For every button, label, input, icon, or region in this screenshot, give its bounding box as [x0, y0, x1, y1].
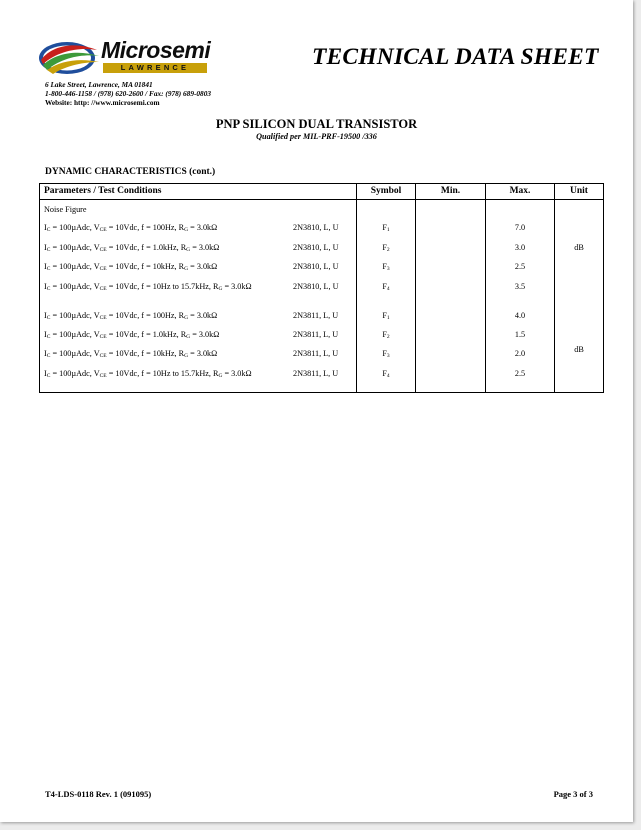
table-row-conditions: $I_C = 100\mu Adc$, $V_{CE} = 10Vdc$, f = 1.0kHz, $R_G = 3.0k\Omega$ — [44, 330, 220, 340]
characteristics-table — [39, 183, 604, 393]
table-row-device: 2N3811, L, U — [293, 311, 339, 320]
table-row-max: 2.5 — [514, 262, 526, 271]
section-title: DYNAMIC CHARACTERISTICS (cont.) — [45, 167, 216, 177]
address-street: 6 Lake Street, Lawrence, MA 01841 — [45, 80, 153, 89]
table-row-max: 7.0 — [514, 223, 526, 232]
page-number: Page 3 of 3 — [553, 789, 593, 799]
table-row-max: 1.5 — [514, 330, 526, 339]
table-row-conditions: $I_C = 100\mu Adc$, $V_{CE} = 10Vdc$, f = 10kHz, $R_G = 3.0k\Omega$ — [44, 349, 218, 359]
address-website: Website: http: //www.microsemi.com — [45, 98, 160, 107]
table-row-device: 2N3811, L, U — [293, 349, 339, 358]
table-row-device: 2N3810, L, U — [293, 262, 339, 271]
table-row-conditions: $I_C = 100\mu Adc$, $V_{CE} = 10Vdc$, f = 100Hz, $R_G = 3.0k\Omega$ — [44, 311, 218, 321]
column-divider — [415, 184, 416, 392]
header-parameters: Parameters / Test Conditions — [44, 186, 162, 196]
table-row-symbol: $F_1$ — [382, 311, 390, 321]
table-row-conditions: $I_C = 100\mu Adc$, $V_{CE} = 10Vdc$, f = 100Hz, $R_G = 3.0k\Omega$ — [44, 223, 218, 233]
table-row-device: 2N3811, L, U — [293, 369, 339, 378]
company-logo — [37, 38, 217, 78]
datasheet-title: TECHNICAL DATA SHEET — [312, 44, 599, 70]
table-row-symbol: $F_4$ — [382, 369, 390, 379]
table-row-conditions: $I_C = 100\mu Adc$, $V_{CE} = 10Vdc$, f = 10Hz to 15.7kHz, $R_G = 3.0k\Omega$ — [44, 369, 252, 379]
table-row-device: 2N3811, L, U — [293, 330, 339, 339]
table-row-symbol: $F_3$ — [382, 262, 390, 272]
unit-cell: dB — [574, 243, 584, 252]
table-row-symbol: $F_2$ — [382, 243, 390, 253]
logo-wordmark: Microsemi — [101, 37, 211, 63]
table-row-symbol: $F_1$ — [382, 223, 390, 233]
unit-cell: dB — [574, 345, 584, 354]
table-row-device: 2N3810, L, U — [293, 282, 339, 291]
logo-subtitle: LAWRENCE — [103, 63, 207, 73]
group-label: Noise Figure — [44, 205, 87, 214]
header-divider — [40, 199, 603, 200]
header-max: Max. — [509, 186, 531, 196]
address-phone: 1-800-446-1158 / (978) 620-2600 / Fax: (978) 689-0803 — [45, 89, 211, 98]
table-row-max: 4.0 — [514, 311, 526, 320]
table-row-device: 2N3810, L, U — [293, 223, 339, 232]
qualification-subtitle: Qualified per MIL-PRF-19500 /336 — [256, 132, 377, 141]
header-symbol: Symbol — [370, 186, 402, 196]
table-row-conditions: $I_C = 100\mu Adc$, $V_{CE} = 10Vdc$, f = 1.0kHz, $R_G = 3.0k\Omega$ — [44, 243, 220, 253]
device-title: PNP SILICON DUAL TRANSISTOR — [215, 117, 418, 131]
table-row-conditions: $I_C = 100\mu Adc$, $V_{CE} = 10Vdc$, f = 10Hz to 15.7kHz, $R_G = 3.0k\Omega$ — [44, 282, 252, 292]
table-row-max: 2.0 — [514, 349, 526, 358]
table-row-device: 2N3810, L, U — [293, 243, 339, 252]
table-row-conditions: $I_C = 100\mu Adc$, $V_{CE} = 10Vdc$, f = 10kHz, $R_G = 3.0k\Omega$ — [44, 262, 218, 272]
document-number: T4-LDS-0118 Rev. 1 (091095) — [45, 789, 152, 799]
header-unit: Unit — [570, 186, 588, 196]
table-row-symbol: $F_4$ — [382, 282, 390, 292]
table-row-max: 2.5 — [514, 369, 526, 378]
company-address — [45, 80, 211, 107]
microsemi-logo-swoosh-icon — [37, 38, 103, 78]
table-row-symbol: $F_3$ — [382, 349, 390, 359]
table-row-max: 3.0 — [514, 243, 526, 252]
table-row-max: 3.5 — [514, 282, 526, 291]
column-divider — [554, 184, 555, 392]
header-min: Min. — [440, 186, 461, 196]
table-row-symbol: $F_2$ — [382, 330, 390, 340]
